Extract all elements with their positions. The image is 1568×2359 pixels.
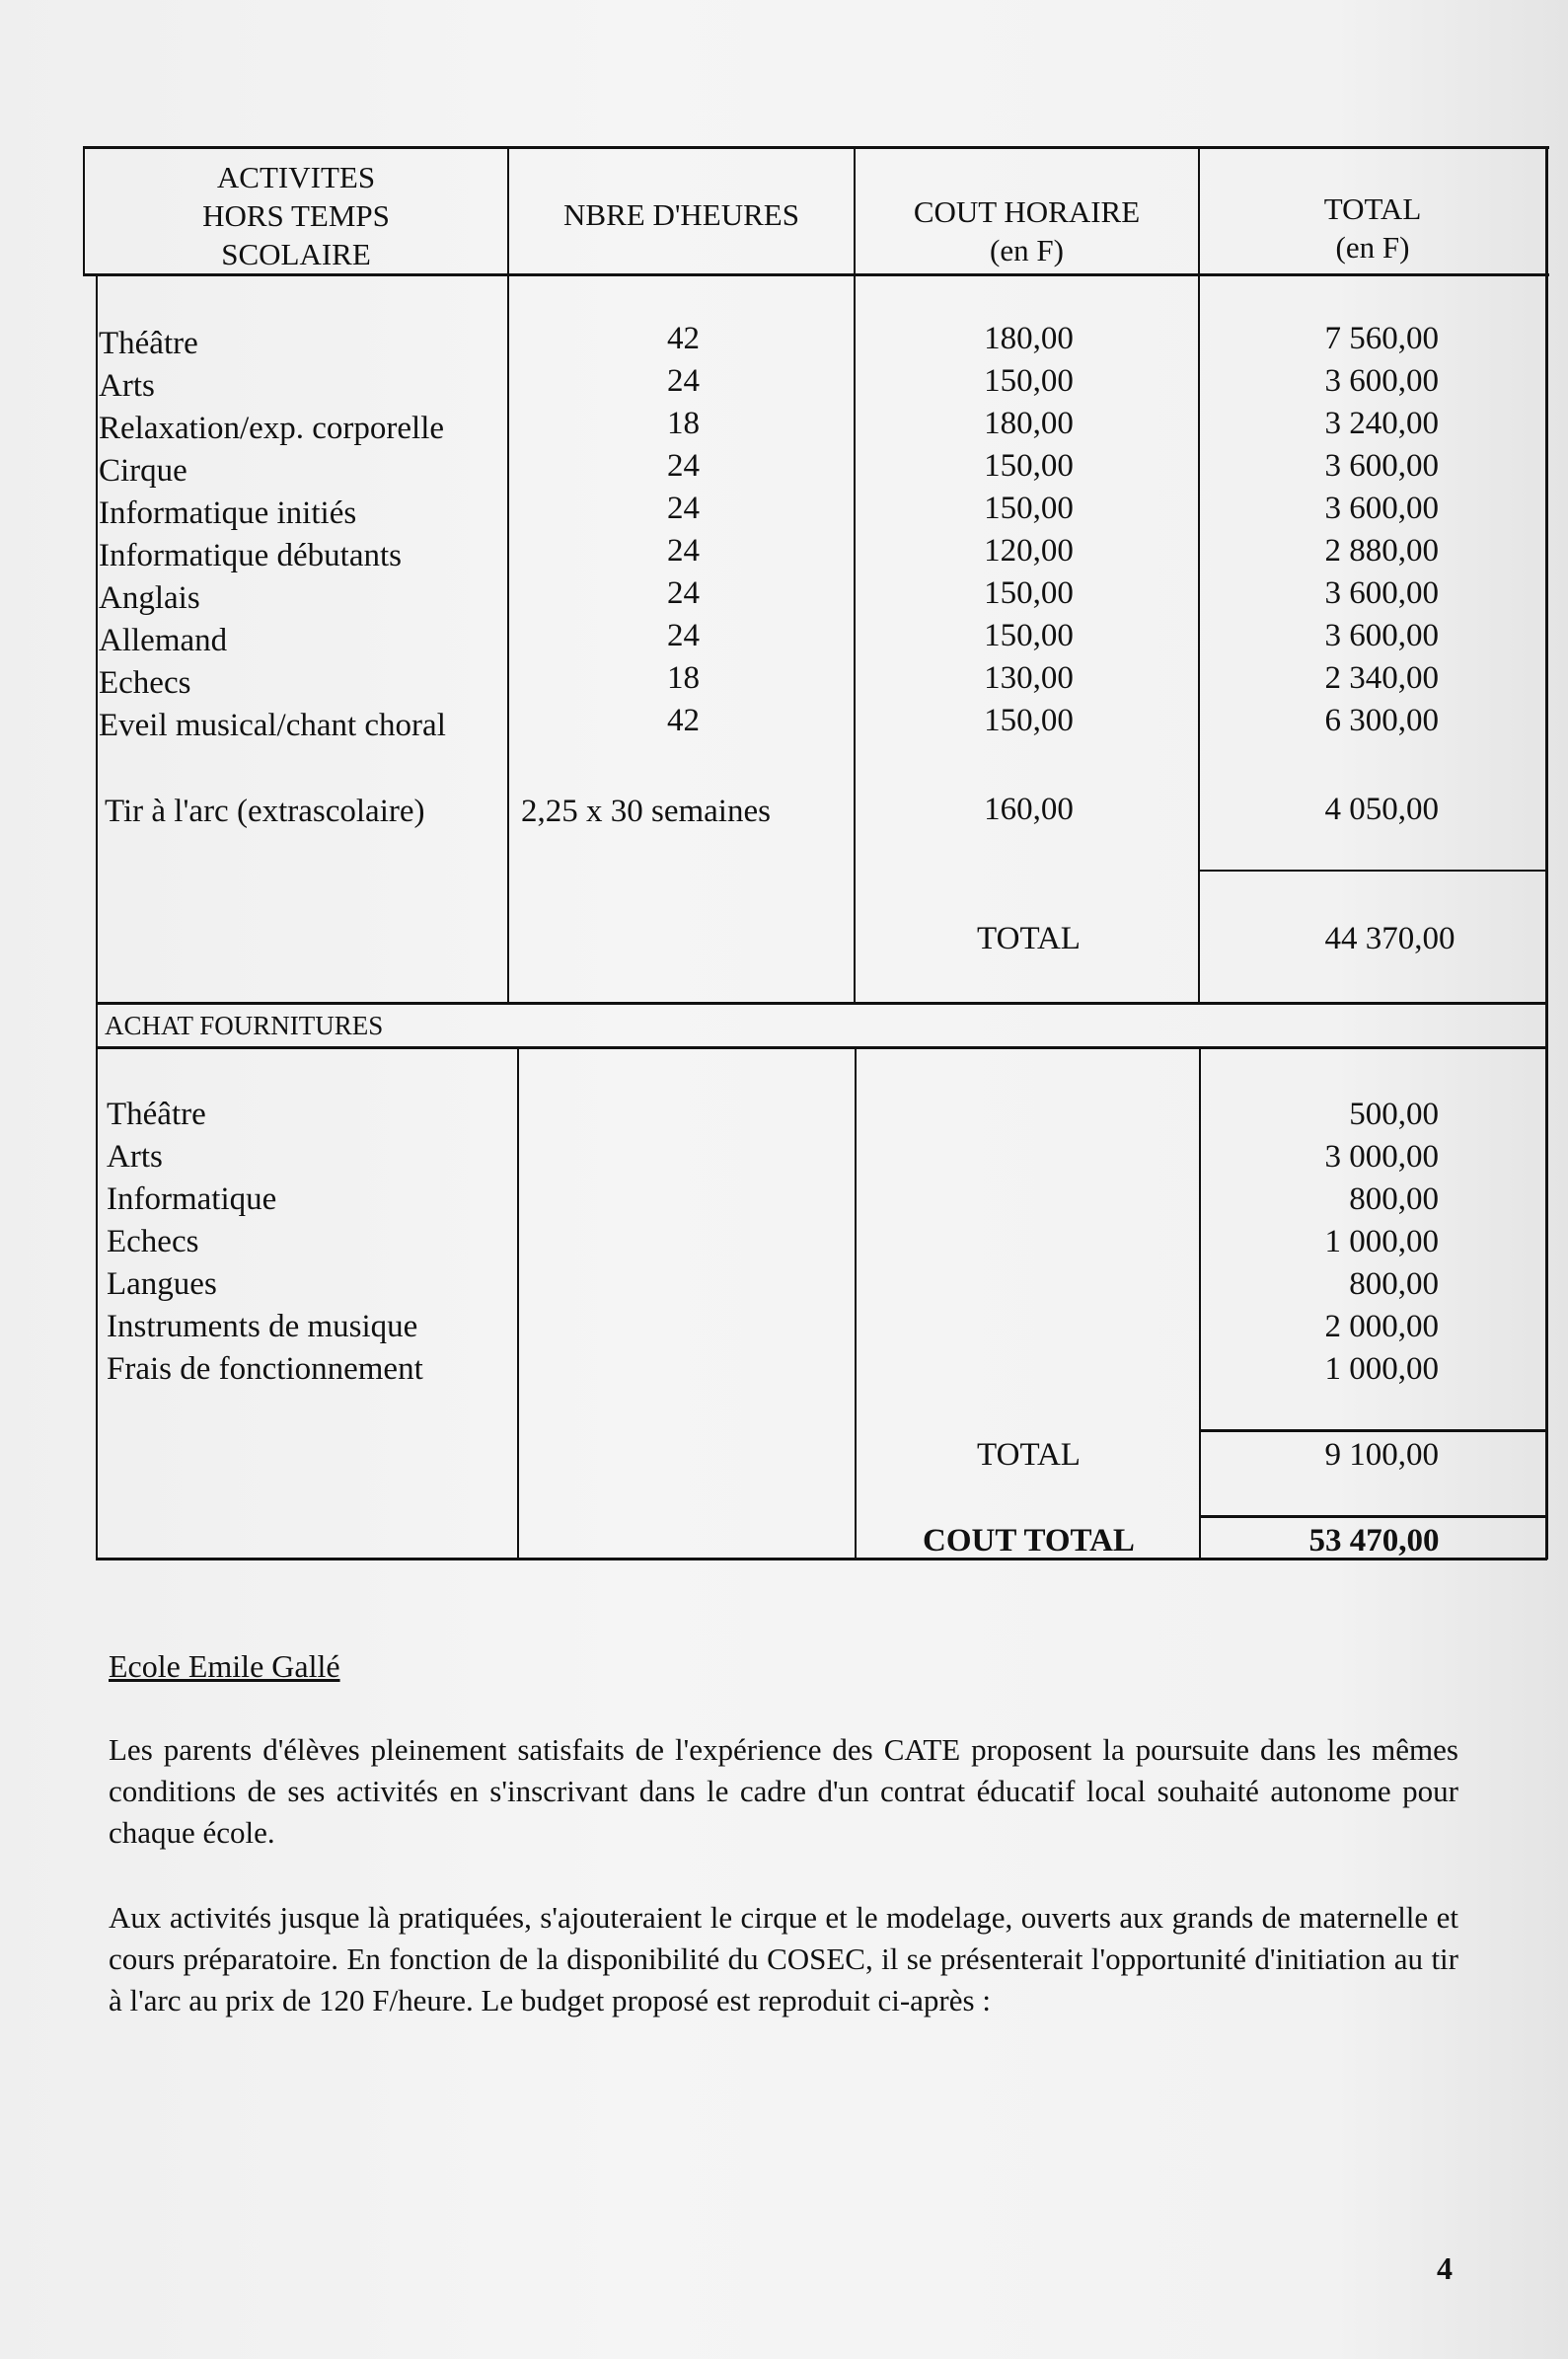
activity-name: Allemand (99, 623, 228, 658)
header-total-line: (en F) (1335, 230, 1410, 265)
activity-hours: 24 (667, 575, 700, 611)
activity-name: Informatique débutants (99, 538, 402, 573)
col-divider-1b (517, 1048, 519, 1560)
supply-total: 3 000,00 (1324, 1139, 1439, 1175)
header-activity-line: ACTIVITES (216, 160, 376, 194)
activity-total: 3 600,00 (1324, 448, 1439, 484)
activity-name: Anglais (99, 580, 200, 616)
supplies-header: ACHAT FOURNITURES (105, 1011, 384, 1040)
activity-rate: 120,00 (984, 533, 1074, 569)
supply-total: 500,00 (1349, 1097, 1439, 1132)
activity-name: Echecs (99, 665, 191, 701)
activity-total: 3 600,00 (1324, 491, 1439, 526)
supplies-bottom (96, 1046, 1547, 1049)
supply-name: Frais de fonctionnement (107, 1351, 423, 1387)
activities-total-value: 44 370,00 (1324, 921, 1456, 956)
activity-total: 2 340,00 (1324, 660, 1439, 696)
supply-name: Instruments de musique (107, 1309, 418, 1344)
supply-total: 1 000,00 (1324, 1351, 1439, 1387)
header-hourly-cost-line: (en F) (990, 233, 1064, 267)
activity-name: Eveil musical/chant choral (99, 708, 446, 743)
activity-rate: 150,00 (984, 618, 1074, 653)
header-hourly-cost-line: COUT HORAIRE (913, 194, 1141, 229)
supply-total: 800,00 (1349, 1266, 1439, 1302)
activity-rate: 160,00 (984, 792, 1074, 827)
activity-rate: 130,00 (984, 660, 1074, 696)
header-hourly-cost (856, 192, 1198, 269)
activity-rate: 150,00 (984, 448, 1074, 484)
activity-rate: 180,00 (984, 321, 1074, 356)
activity-hours: 24 (667, 618, 700, 653)
header-total-line: TOTAL (1323, 191, 1422, 226)
col-divider-2 (854, 148, 856, 1003)
header-divider (83, 273, 1549, 276)
activity-hours: 24 (667, 491, 700, 526)
table-border-right (1545, 146, 1548, 1560)
activity-name: Informatique initiés (99, 495, 357, 531)
total-divider-3 (1199, 1515, 1547, 1518)
header-activity-line: SCOLAIRE (221, 237, 371, 271)
supply-name: Echecs (107, 1224, 199, 1259)
activity-name: Arts (99, 368, 155, 404)
grand-total-value: 53 470,00 (1308, 1523, 1440, 1559)
col-divider-3b (1199, 1048, 1201, 1560)
supply-total: 1 000,00 (1324, 1224, 1439, 1259)
supplies-total-label: TOTAL (977, 1437, 1081, 1473)
activity-name: Théâtre (99, 326, 198, 361)
header-activity-line: HORS TEMPS (202, 198, 390, 233)
activity-name: Cirque (99, 453, 187, 489)
activity-hours: 24 (667, 448, 700, 484)
activity-total: 3 600,00 (1324, 575, 1439, 611)
header-total (1200, 190, 1545, 266)
grand-total-label: COUT TOTAL (923, 1523, 1135, 1559)
activity-rate: 150,00 (984, 363, 1074, 399)
supply-total: 800,00 (1349, 1181, 1439, 1217)
activity-hours: 24 (667, 363, 700, 399)
activity-total: 3 600,00 (1324, 618, 1439, 653)
supply-name: Langues (107, 1266, 217, 1302)
supply-total: 2 000,00 (1324, 1309, 1439, 1344)
table-border-left-body (96, 274, 98, 1560)
supplies-total-value: 9 100,00 (1324, 1437, 1439, 1473)
header-hours-label: NBRE D'HEURES (563, 197, 799, 232)
activities-total-label: TOTAL (977, 921, 1081, 956)
paragraph-1: Les parents d'élèves pleinement satisfaits de l'expérience des CATE proposent la poursuite dans les mêmes conditions de ses activités en s'inscrivant dans le cadre d'un contrat éducatif local souhaité autonome pour chaque école. (109, 1732, 1458, 1850)
activity-total: 2 880,00 (1324, 533, 1439, 569)
activity-total: 6 300,00 (1324, 703, 1439, 738)
section-title: Ecole Emile Gallé (109, 1648, 340, 1684)
supply-name: Théâtre (107, 1097, 206, 1132)
page-number: 4 (1437, 2250, 1453, 2286)
activity-rate: 180,00 (984, 406, 1074, 441)
activity-hours: 18 (667, 660, 700, 696)
activity-hours: 2,25 x 30 semaines (521, 794, 771, 829)
header-hours (509, 195, 854, 234)
header-activity (85, 158, 507, 273)
activity-hours: 24 (667, 533, 700, 569)
activity-total: 3 240,00 (1324, 406, 1439, 441)
activity-hours: 42 (667, 703, 700, 738)
paragraph-2: Aux activités jusque là pratiquées, s'ajouteraient le cirque et le modelage, ouverts aux grands de maternelle et cours préparatoire. En fonction de la disponibilité du COSEC, il se présenterait l'opportunité d'initiation au tir à l'arc au prix de 120 F/heure. Le budget proposé est reproduit ci-après : (109, 1900, 1458, 2017)
activity-rate: 150,00 (984, 703, 1074, 738)
table-border-top (83, 146, 1549, 149)
total-divider-1 (1198, 870, 1547, 872)
activity-total: 7 560,00 (1324, 321, 1439, 356)
activity-total: 4 050,00 (1324, 792, 1439, 827)
activity-hours: 18 (667, 406, 700, 441)
activity-total: 3 600,00 (1324, 363, 1439, 399)
col-divider-2b (855, 1048, 857, 1560)
activity-rate: 150,00 (984, 491, 1074, 526)
total-divider-2 (1199, 1429, 1547, 1432)
activity-name: Tir à l'arc (extrascolaire) (105, 794, 425, 829)
activity-name: Relaxation/exp. corporelle (99, 411, 445, 446)
activity-hours: 42 (667, 321, 700, 356)
supply-name: Informatique (107, 1181, 277, 1217)
activity-rate: 150,00 (984, 575, 1074, 611)
supply-name: Arts (107, 1139, 163, 1175)
